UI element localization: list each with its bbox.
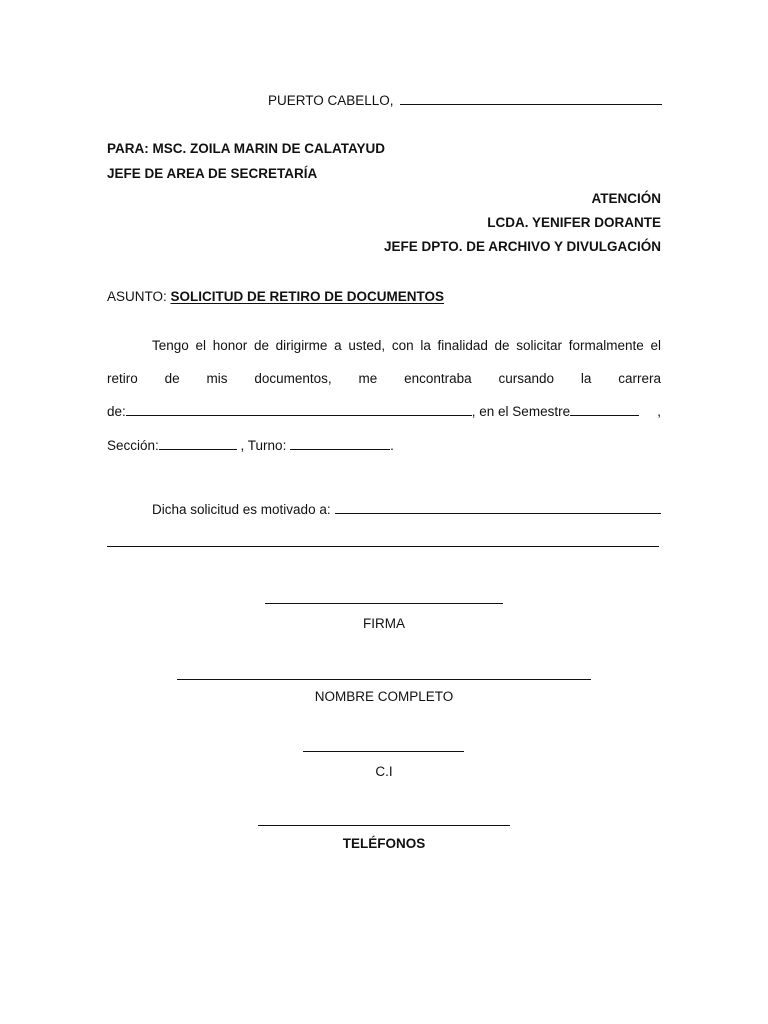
body-word: retiro <box>107 371 138 386</box>
firma-line[interactable] <box>265 603 503 604</box>
nombre-line[interactable] <box>177 679 591 680</box>
firma-label: FIRMA <box>363 616 405 631</box>
attention-title: JEFE DPTO. DE ARCHIVO Y DIVULGACIÓN <box>383 239 661 254</box>
body-line-1: Tengo el honor de dirigirme a usted, con la finalidad de solicitar formalmente el <box>152 338 661 353</box>
body-word: cursando <box>498 371 555 386</box>
telefonos-label: TELÉFONOS <box>342 836 426 851</box>
shift-label: , Turno: <box>240 438 287 453</box>
shift-field-line[interactable] <box>290 437 390 450</box>
motive-line <box>152 501 661 517</box>
body-word: encontraba <box>404 371 472 386</box>
nombre-label: NOMBRE COMPLETO <box>314 689 454 704</box>
attention-label: ATENCIÓN <box>591 191 661 206</box>
subject-label: ASUNTO: <box>107 289 167 304</box>
city-date-line <box>268 92 662 108</box>
body-word: me <box>358 371 378 386</box>
body-line-3 <box>107 403 661 419</box>
body-word: la <box>580 371 592 386</box>
career-label: de: <box>107 404 126 419</box>
period: . <box>390 438 394 453</box>
body-word: de <box>164 371 180 386</box>
motive-field-line[interactable] <box>335 501 661 514</box>
body-word: documentos, <box>254 371 332 386</box>
subject-text: SOLICITUD DE RETIRO DE DOCUMENTOS <box>170 289 445 304</box>
semester-field-line[interactable] <box>570 403 639 416</box>
recipient-para: PARA: MSC. ZOILA MARIN DE CALATAYUD <box>107 141 385 156</box>
semester-label: , en el Semestre <box>471 404 571 419</box>
telefonos-line[interactable] <box>258 825 510 826</box>
career-field-line[interactable] <box>126 403 472 416</box>
motive-label: Dicha solicitud es motivado a: <box>152 502 331 517</box>
subject-line <box>107 289 444 304</box>
ci-line[interactable] <box>303 751 464 752</box>
body-line-4 <box>107 437 394 453</box>
ci-label: C.I <box>375 764 393 779</box>
recipient-title: JEFE DE AREA DE SECRETARÍA <box>107 166 318 181</box>
section-label: Sección: <box>107 438 159 453</box>
body-word: carrera <box>618 371 661 386</box>
comma-separator: , <box>657 404 661 419</box>
body-line-2 <box>107 371 661 386</box>
city-label: PUERTO CABELLO, <box>268 93 394 108</box>
body-word: mis <box>206 371 228 386</box>
motive-field-line-2[interactable] <box>107 546 659 547</box>
attention-name: LCDA. YENIFER DORANTE <box>487 215 661 230</box>
section-field-line[interactable] <box>159 437 237 450</box>
date-field-line[interactable] <box>400 92 662 105</box>
